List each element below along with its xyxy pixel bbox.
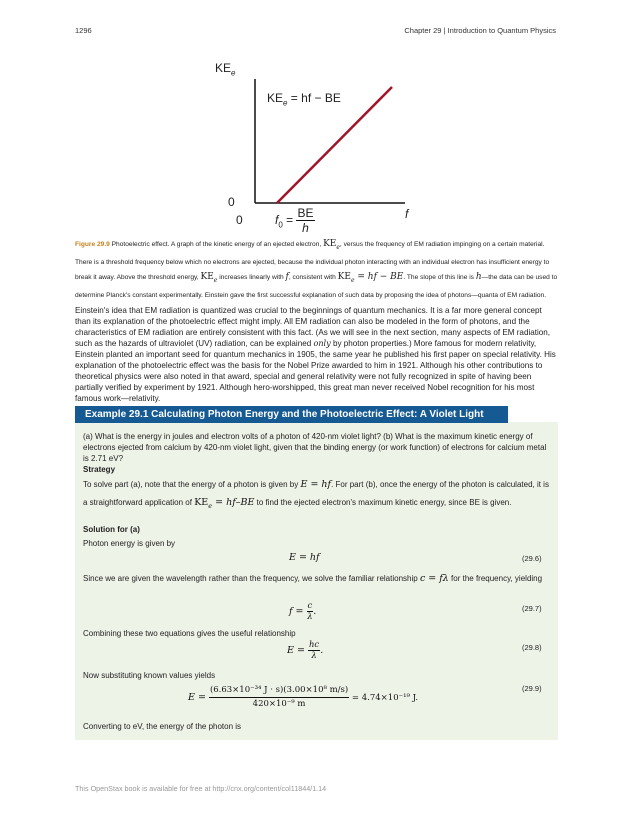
solution-text-2: Since we are given the wavelength rather than the frequency, we solve the familiar relationship c = fλ for the frequency, yielding (83, 573, 543, 584)
x-zero-label: 0 (236, 213, 243, 227)
equation-number-29-6: (29.6) (522, 554, 542, 563)
equation-number-29-7: (29.7) (522, 604, 542, 613)
chapter-title: Chapter 29 | Introduction to Quantum Physics (404, 26, 556, 35)
x-axis-label: f (405, 207, 409, 221)
line-equation-label: $KE_e$ = hf − BE (267, 91, 341, 108)
solution-text-4: Now substituting known values yields (83, 671, 216, 680)
example-title: Example 29.1 Calculating Photon Energy and the Photoelectric Effect: A Violet Light (75, 406, 508, 423)
y-axis-label: $KE_e$ (215, 61, 236, 78)
equation-29-9: E = $\frac{\text{(6.63×10⁻³⁴ J · s)(3.00×10⁸ m/s)}}{\text{420×10⁻⁹ m}}$ = 4.74×10⁻¹⁹ J. (188, 685, 419, 709)
example-question: (a) What is the energy in joules and electron volts of a photon of 420-nm violet light? (b) What is the maximum kinetic energy of electrons ejected from calcium by 420-nm violet light, given that the binding energy (or work function) of electrons for calcium metal is 2.71 eV? (83, 432, 547, 463)
figure-caption: Figure 29.9 Photoelectric effect. A graph of the kinetic energy of an ejected electron, $KE_e$, versus the frequency of EM radiation impinging on a certain material. There is a threshold frequency below which no electrons are ejected, because the individual photon interacting with an individual electron has insufficient energy to break it away. Above the threshold energy, $KE_e$ increases linearly with f, consistent with $KE_e$ = hf − BE. The slope of this line is h—the data can be used to determine Planck's constant experimentally. Einstein gave the first successful explanation of such data by proposing the idea of photons—quanta of EM radiation. (75, 239, 558, 299)
solution-heading: Solution for (a) (83, 525, 140, 534)
solution-text-5: Converting to eV, the energy of the photon is (83, 722, 242, 731)
y-zero-label: 0 (228, 195, 235, 209)
figure-graph (205, 55, 430, 240)
equation-number-29-9: (29.9) (522, 684, 542, 693)
figure-label: Figure 29.9 (75, 241, 110, 248)
solution-text-1: Photon energy is given by (83, 539, 176, 548)
body-paragraph: Einstein's idea that EM radiation is quantized was crucial to the beginnings of quantum mechanics. It is a far more general concept than its explanation of the photoelectric effect might imply. All EM radiation can also be modeled in the form of photons, and the characteristics of EM radiation are entirely consistent with this fact. (As we will see in the next section, many aspects of EM radiation, such as the hazards of ultraviolet (UV) radiation, can be explained only by photon properties.) More famous for modern relativity, Einstein planted an important seed for quantum mechanics in 1905, the same year he published his first paper on special relativity. His explanation of the photoelectric effect was the basis for the Nobel Prize awarded to him in 1921. Although his other contributions to theoretical physics were also noted in that award, special and general relativity were not fully recognized in spite of having been partially verified by experiment by 1921. Although hero-worshipped, this great man never received Nobel recognition for his most famous work—relativity. (75, 306, 556, 403)
equation-29-6: E = hf (289, 552, 320, 563)
strategy-heading: Strategy (83, 465, 116, 474)
equation-number-29-8: (29.8) (522, 643, 542, 652)
threshold-frequency-label: $f_0$ = $\frac{BE}{h}$ (275, 206, 314, 235)
equation-29-7: f = $\frac{c}{\lambda}$ . (289, 601, 317, 622)
equation-29-8: E = $\frac{hc}{\lambda}$ . (287, 640, 324, 661)
strategy-text: To solve part (a), note that the energy of a photon is given by E = hf. For part (b), once the energy of the photon is calculated, it is a straightforward application of $KE_e = hf-BE$ to find the ejected electron's maximum kinetic energy, since BE is given. (83, 479, 549, 510)
footer-text: This OpenStax book is available for free at http://cnx.org/content/col11844/1.14 (75, 784, 327, 793)
page-number: 1296 (75, 26, 92, 35)
solution-text-3: Combining these two equations gives the useful relationship (83, 629, 296, 638)
